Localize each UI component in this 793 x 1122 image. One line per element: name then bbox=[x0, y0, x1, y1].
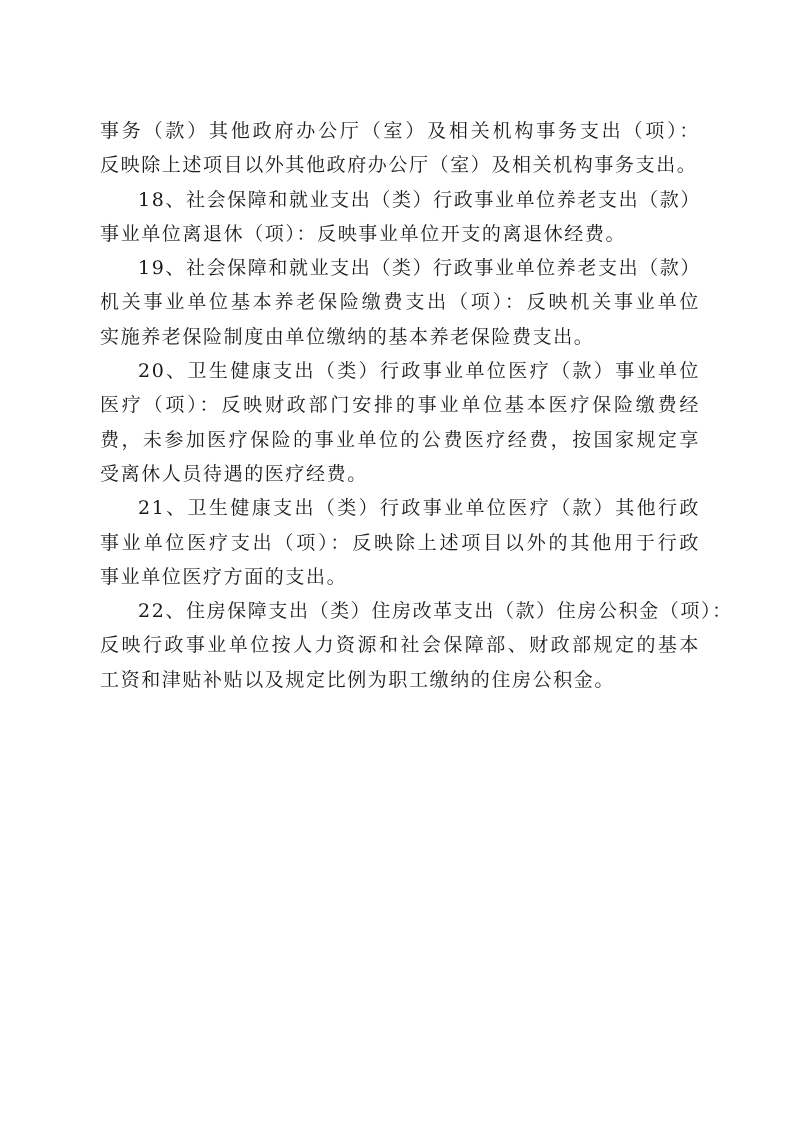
paragraph-line: 21、卫生健康支出（类）行政事业单位医疗（款）其他行政 bbox=[138, 497, 700, 520]
document-body bbox=[100, 114, 733, 697]
paragraph-line: 实施养老保险制度由单位缴纳的基本养老保险费支出。 bbox=[100, 325, 595, 348]
paragraph-line: 22、住房保障支出（类）住房改革支出（款）住房公积金（项）： bbox=[138, 600, 733, 623]
paragraph-line: 事业单位医疗方面的支出。 bbox=[100, 565, 348, 588]
paragraph-item-20 bbox=[100, 354, 700, 491]
paragraph-line: 费，未参加医疗保险的事业单位的公费医疗经费，按国家规定享 bbox=[100, 428, 700, 451]
paragraph-line: 工资和津贴补贴以及规定比例为职工缴纳的住房公积金。 bbox=[100, 668, 616, 691]
paragraph-line: 机关事业单位基本养老保险缴费支出（项）：反映机关事业单位 bbox=[100, 291, 700, 314]
paragraph-line: 20、卫生健康支出（类）行政事业单位医疗（款）事业单位 bbox=[138, 360, 700, 383]
paragraph-line: 18、社会保障和就业支出（类）行政事业单位养老支出（款） bbox=[138, 188, 701, 211]
paragraph-line: 事业单位医疗支出（项）：反映除上述项目以外的其他用于行政 bbox=[100, 531, 700, 554]
paragraph-line: 反映行政事业单位按人力资源和社会保障部、财政部规定的基本 bbox=[100, 634, 700, 657]
paragraph-line: 19、社会保障和就业支出（类）行政事业单位养老支出（款） bbox=[138, 257, 701, 280]
paragraph-item-19 bbox=[100, 251, 700, 354]
paragraph-line: 医疗（项）：反映财政部门安排的事业单位基本医疗保险缴费经 bbox=[100, 394, 700, 417]
paragraph-line: 反映除上述项目以外其他政府办公厅（室）及相关机构事务支出。 bbox=[100, 154, 698, 177]
paragraph-item-21 bbox=[100, 491, 700, 594]
paragraph-item-18 bbox=[100, 183, 700, 252]
paragraph-continued bbox=[100, 114, 700, 183]
paragraph-line: 受离休人员待遇的医疗经费。 bbox=[100, 462, 368, 485]
paragraph-line: 事业单位离退休（项）：反映事业单位开支的离退休经费。 bbox=[100, 222, 627, 245]
paragraph-item-22 bbox=[100, 594, 733, 697]
paragraph-line: 事务（款）其他政府办公厅（室）及相关机构事务支出（项）： bbox=[100, 120, 700, 142]
